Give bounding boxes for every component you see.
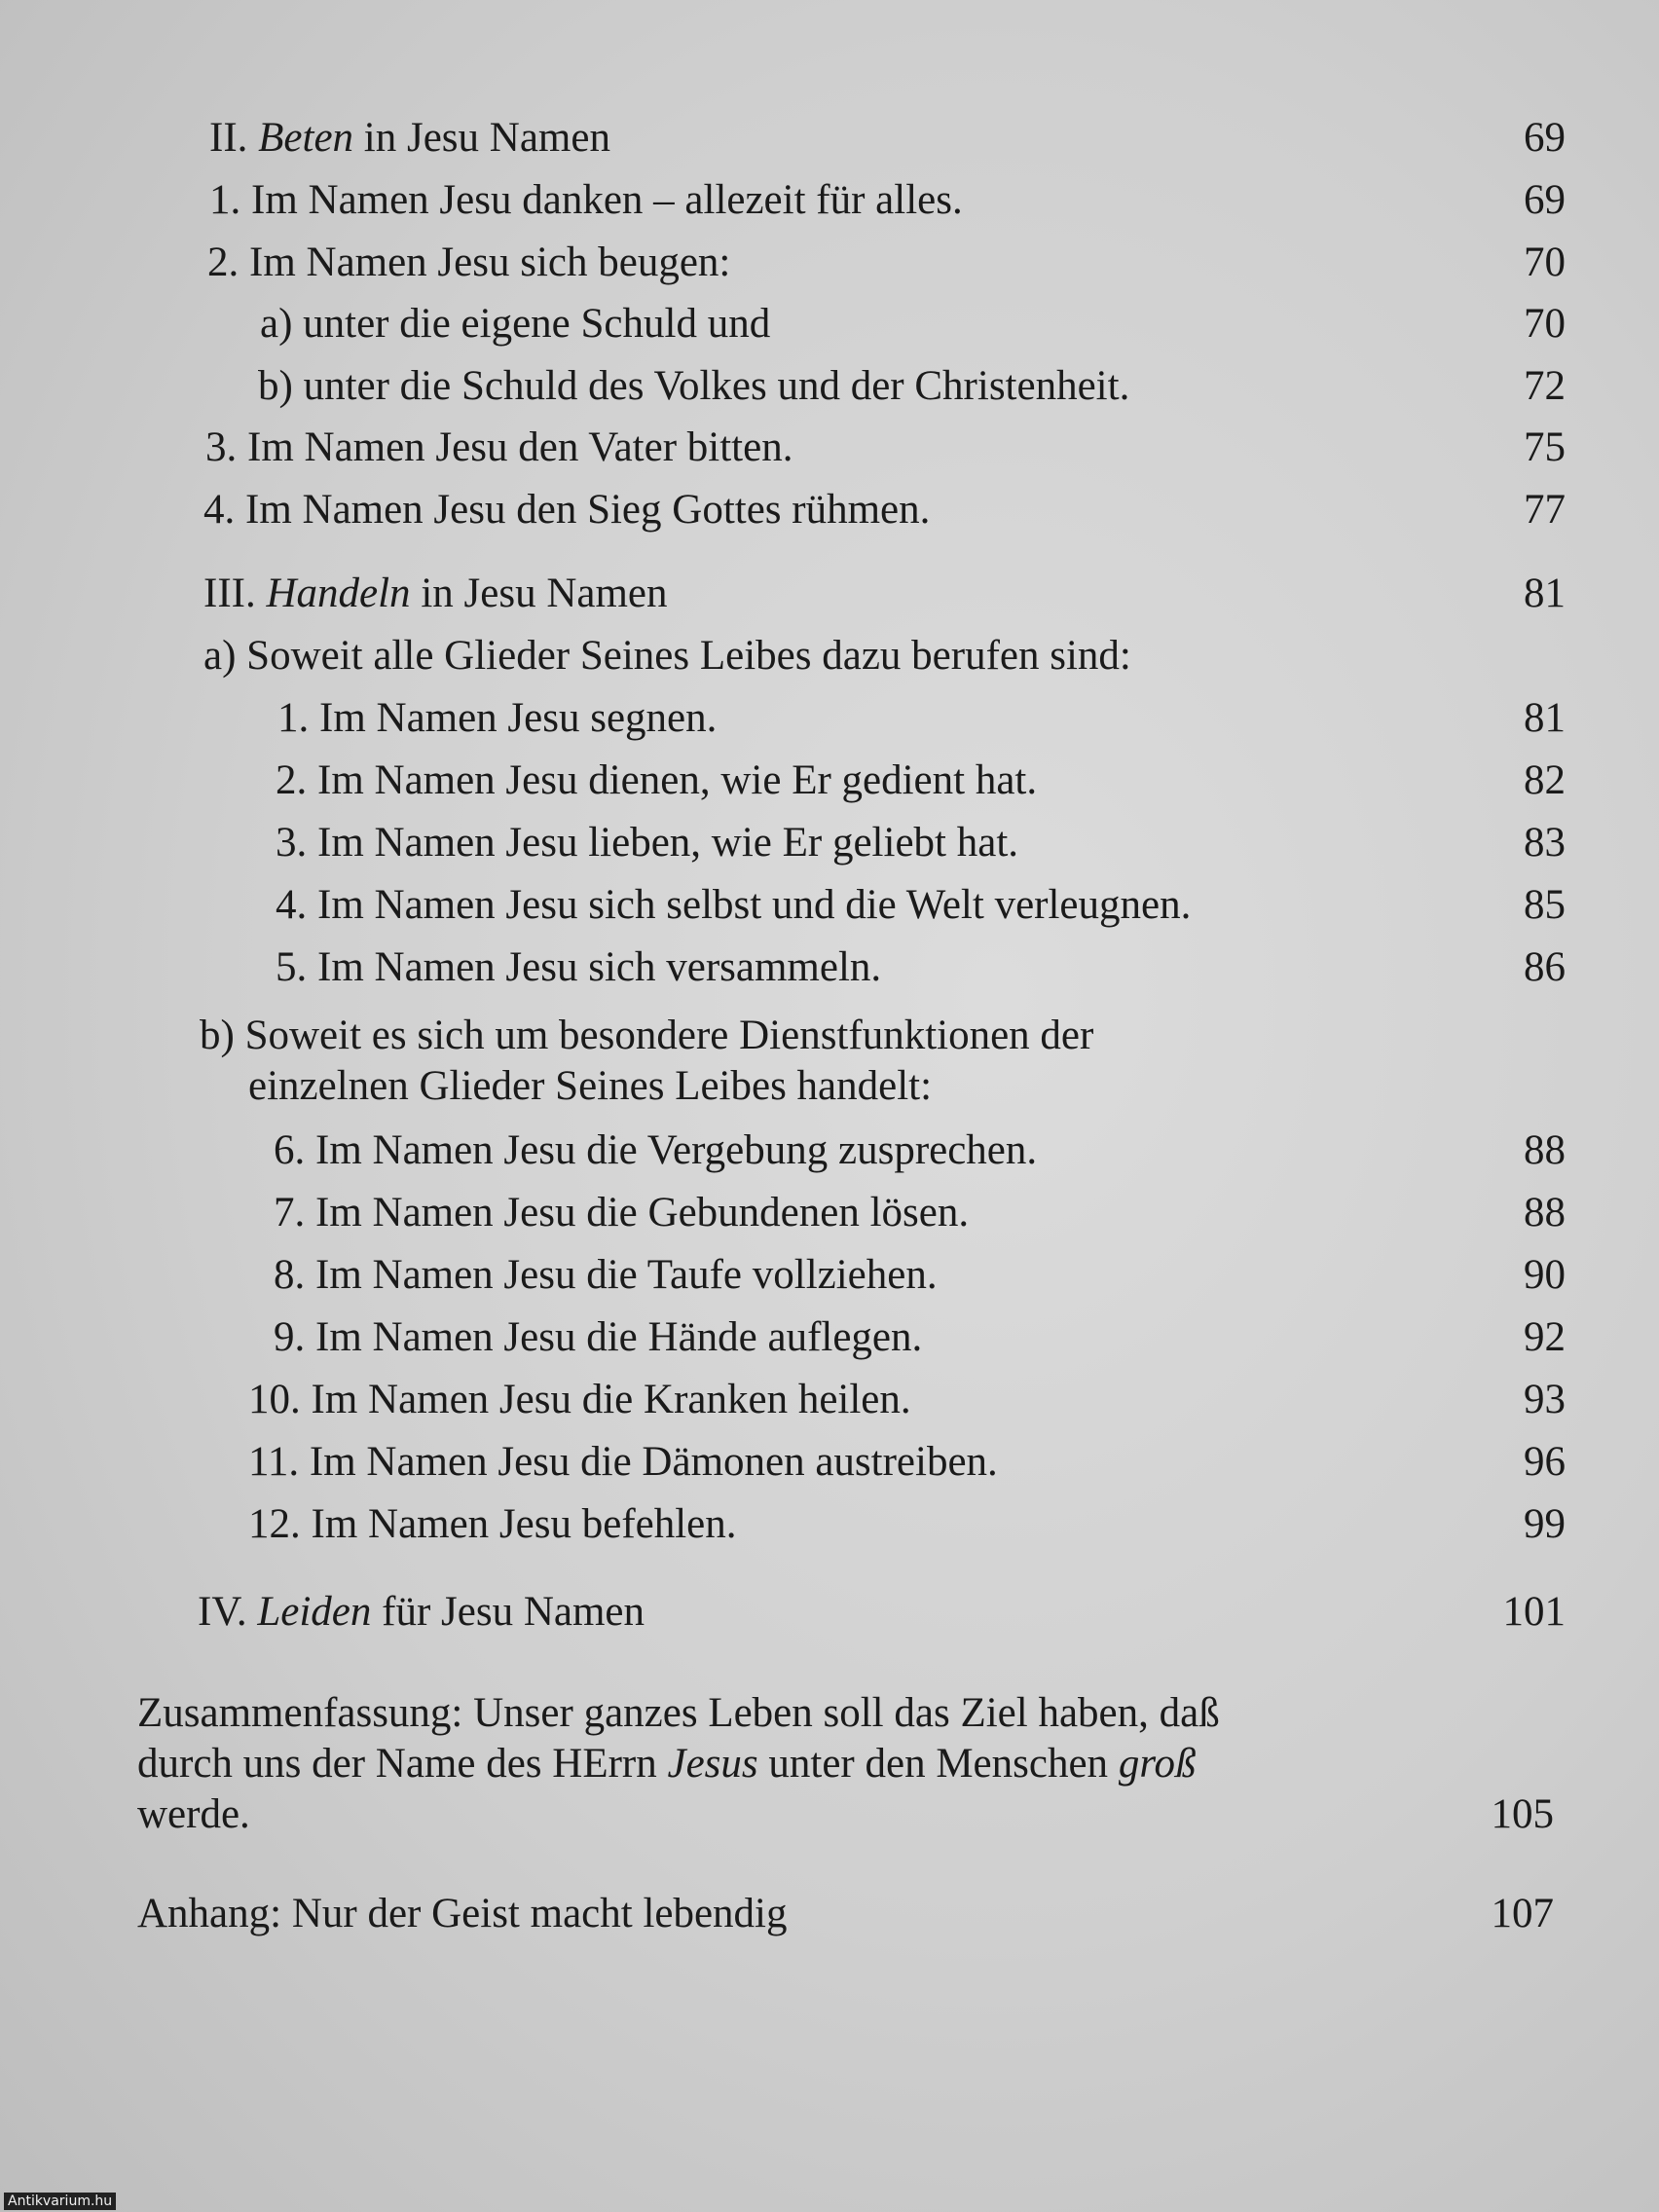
entry-text: Anhang: Nur der Geist macht lebendig [137,1891,788,1936]
summary-line [0,1684,1659,1743]
page-number: 107 [1491,1891,1554,1936]
page-number: 72 [1524,363,1566,409]
toc-entry [0,1246,1659,1305]
toc-entry [0,939,1659,997]
entry-text: 3. Im Namen Jesu den Vater bitten. [205,424,793,470]
section-title: Leiden [257,1589,372,1635]
page-number: 93 [1524,1377,1566,1422]
page-number: 86 [1524,944,1566,990]
summary-emphasis: Jesus [667,1741,758,1787]
toc-entry [0,1122,1659,1180]
entry-text: 1. Im Namen Jesu segnen. [277,695,718,741]
summary-text: werde. [137,1791,250,1837]
page-number: 82 [1524,757,1566,803]
toc-section-heading [0,565,1659,623]
summary-text: Zusammenfassung: Unser ganzes Leben soll das Ziel haben, daß [137,1690,1220,1736]
toc-entry [0,295,1659,353]
toc-entry [0,1309,1659,1367]
section-title-rest: in Jesu Namen [363,115,610,161]
page-number: 75 [1524,424,1566,470]
toc-entry [0,234,1659,292]
section-title-rest: in Jesu Namen [421,571,668,616]
toc-subheading [0,627,1659,685]
toc-entry [0,689,1659,748]
toc-entry [0,419,1659,477]
entry-text: 10. Im Namen Jesu die Kranken heilen. [248,1377,911,1422]
section-number: II. [209,115,248,161]
summary-text: durch uns der Name des HErrn [137,1741,657,1787]
toc-section-heading [0,1583,1659,1641]
entry-text: 8. Im Namen Jesu die Taufe vollziehen. [274,1252,938,1298]
entry-text: 5. Im Namen Jesu sich versammeln. [276,944,882,990]
page-number: 69 [1524,115,1566,161]
toc-entry [0,1371,1659,1429]
toc-entry [0,1433,1659,1492]
toc-entry [0,1495,1659,1554]
page-number: 81 [1524,695,1566,741]
page-number: 81 [1524,571,1566,616]
summary-text: unter den Menschen [768,1741,1109,1787]
toc-entry [0,876,1659,935]
entry-text: einzelnen Glieder Seines Leibes handelt: [248,1063,933,1109]
entry-text: a) unter die eigene Schuld und [260,301,771,347]
watermark: Antikvarium.hu [4,2193,116,2210]
page-number: 85 [1524,882,1566,928]
entry-text: 1. Im Namen Jesu danken – allezeit für alles. [209,177,963,223]
entry-text: 7. Im Namen Jesu die Gebundenen lösen. [274,1190,970,1235]
entry-text: b) unter die Schuld des Volkes und der Christenheit. [258,363,1130,409]
page-number: 88 [1524,1127,1566,1173]
toc-entry [0,171,1659,230]
page-number: 83 [1524,820,1566,866]
entry-text: 2. Im Namen Jesu sich beugen: [207,240,731,285]
page-number: 90 [1524,1252,1566,1298]
section-title: Handeln [266,571,411,616]
toc-entry [0,357,1659,416]
entry-text: a) Soweit alle Glieder Seines Leibes dazu berufen sind: [203,633,1131,679]
toc-subheading [0,1007,1659,1065]
page-number: 70 [1524,301,1566,347]
summary-line [0,1786,1659,1844]
entry-text: 3. Im Namen Jesu lieben, wie Er geliebt hat. [276,820,1019,866]
section-title: Beten [258,115,354,161]
page-number: 96 [1524,1439,1566,1485]
entry-text: 4. Im Namen Jesu sich selbst und die Welt verleugnen. [276,882,1192,928]
page-number: 69 [1524,177,1566,223]
page-number: 77 [1524,487,1566,533]
toc-appendix [0,1885,1659,1943]
page-number: 70 [1524,240,1566,285]
toc-entry [0,752,1659,810]
entry-text: 12. Im Namen Jesu befehlen. [248,1501,737,1547]
entry-text: 11. Im Namen Jesu die Dämonen austreiben. [248,1439,998,1485]
page-number: 105 [1491,1791,1554,1837]
section-number: IV. [198,1589,247,1635]
entry-text: 9. Im Namen Jesu die Hände auflegen. [274,1314,923,1360]
entry-text: 6. Im Namen Jesu die Vergebung zusprechen. [274,1127,1038,1173]
page-number: 99 [1524,1501,1566,1547]
toc-entry [0,1184,1659,1242]
summary-line [0,1735,1659,1793]
section-number: III. [203,571,256,616]
toc-subheading [0,1057,1659,1116]
page-number: 88 [1524,1190,1566,1235]
toc-section-heading [0,109,1659,167]
summary-emphasis: groß [1118,1741,1197,1787]
toc-entry [0,814,1659,872]
toc-entry [0,481,1659,539]
section-title-rest: für Jesu Namen [382,1589,645,1635]
entry-text: b) Soweit es sich um besondere Dienstfunktionen der [200,1013,1094,1058]
entry-text: 4. Im Namen Jesu den Sieg Gottes rühmen. [203,487,931,533]
page-number: 101 [1502,1589,1566,1635]
page-number: 92 [1524,1314,1566,1360]
entry-text: 2. Im Namen Jesu dienen, wie Er gedient hat. [276,757,1038,803]
